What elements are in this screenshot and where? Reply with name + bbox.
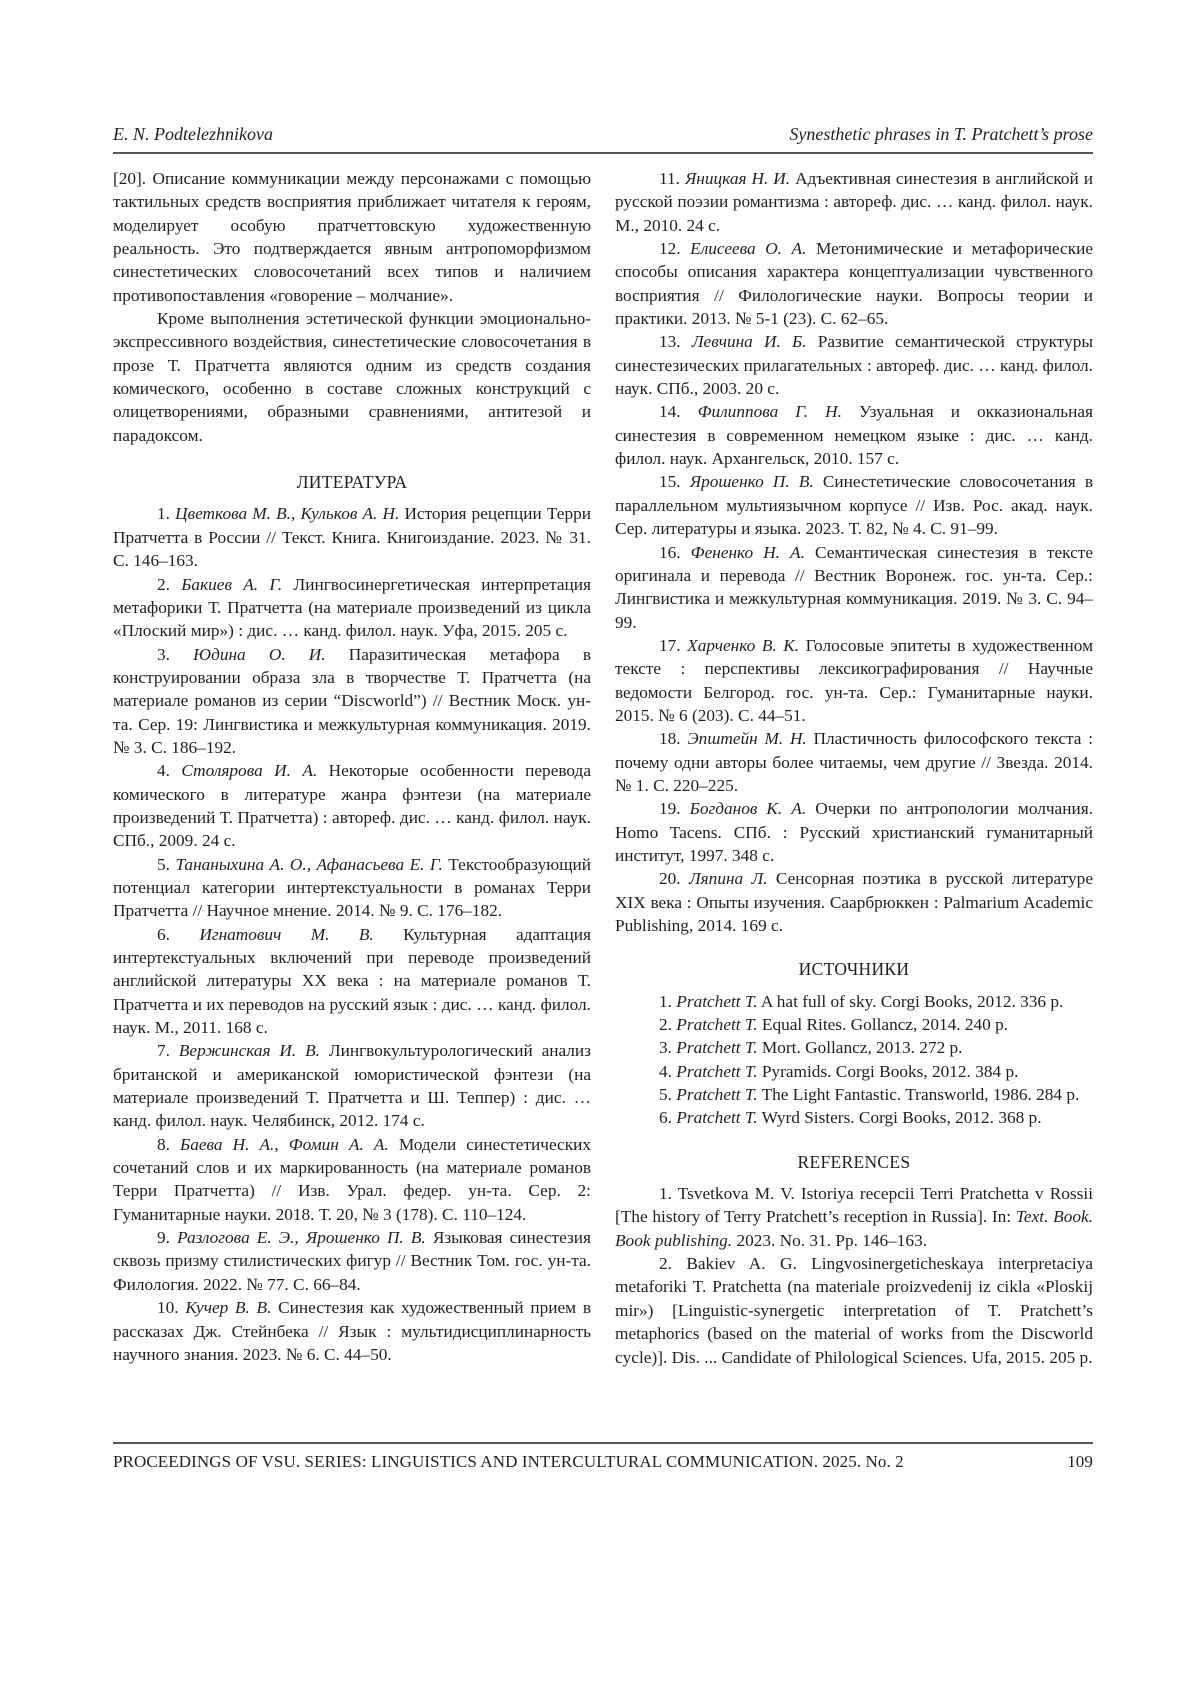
entry-author: Кучер В. В. [185,1298,271,1317]
reference-entry [615,237,1093,330]
entry-text: Модели синестетических сочетаний слов и их маркированность (на материале романов Терри Пратчетта) // Изв. Урал. федер. ун-та. Сер. 2: Гуманитарные науки. 2018. Т. 20, № 3 (178). С. 110–124. [113,1135,591,1224]
reference-entry [615,541,1093,634]
literature-heading: ЛИТЕРАТУРА [113,471,591,494]
entry-text: 4. [157,761,181,780]
entry-text: 2. Bakiev A. G. Lingvosinergeticheskaya interpretaciya metaforiki T. Pratchetta (na materiale proizvedenij iz cikla «Ploskij mir») [Linguistic-synergetic interpretation of T. Pratchett’s metaphorics (based on the material of works from the Discworld cycle)]. Dis. ... Candidate of Philological Sciences. Ufa, 2015. 205 p. [615,1254,1093,1366]
entry-author: Цветкова М. В., Кульков А. Н. [175,504,399,523]
entry-text: 1. [157,504,175,523]
entry-text: Очерки по антропологии молчания. Homo Tacens. СПб. : Русский христианский гуманитарный институт, 1997. 348 с. [615,799,1093,865]
entry-text: 2023. No. 31. Pp. 146–163. [732,1231,927,1250]
reference-entry [113,853,591,923]
entry-text: 9. [157,1228,177,1247]
entry-text: Синестетические словосочетания в параллельном мультиязычном корпусе // Изв. Рос. акад. наук. Сер. литературы и языка. 2023. Т. 82, № 4. С. 91–99. [615,472,1093,538]
header-rule [113,152,1093,154]
entry-text: The Light Fantastic. Transworld, 1986. 284 p. [758,1085,1080,1104]
entry-author: Pratchett T. [676,992,757,1011]
entry-author: Столярова И. А. [181,761,317,780]
reference-entry [615,1083,1093,1106]
entry-author: Pratchett T. [676,1038,757,1057]
reference-entry [615,1252,1093,1369]
entry-text: Метонимические и метафорические способы описания характера концептуализации чувственного восприятия // Филологические науки. Вопросы теории и практики. 2013. № 5-1 (23). С. 62–65. [615,239,1093,328]
reference-entry [615,330,1093,400]
entry-author: Pratchett T. [676,1015,757,1034]
entry-text: 2. [659,1015,676,1034]
reference-entry [615,167,1093,237]
reference-entry [113,1039,591,1132]
reference-entry [615,797,1093,867]
entry-text: Некоторые особенности перевода комического в литературе жанра фэнтези (на материале произведений Т. Пратчетта) : автореф. дис. … канд. филол. наук. СПб., 2009. 24 с. [113,761,591,850]
entry-author: Text. Book. Book publishing. [615,1207,1093,1249]
entry-author: Тананыхина А. О., Афанасьева Е. Г. [175,855,442,874]
reference-entry [113,502,591,572]
footer-rule [113,1442,1093,1444]
reference-entry [615,1060,1093,1083]
entry-text: Сенсорная поэтика в русской литературе XIX века : Опыты изучения. Саарбрюккен : Palmarium Academic Publishing, 2014. 169 с. [615,869,1093,935]
entry-text: Equal Rites. Gollancz, 2014. 240 p. [758,1015,1009,1034]
entry-text: 13. [659,332,692,351]
reference-entry [615,990,1093,1013]
entry-text: 19. [659,799,690,818]
entry-text: 10. [157,1298,185,1317]
entry-text: 1. Tsvetkova M. V. Istoriya recepcii Terri Pratchetta v Rossii [The history of Terry Pratchett’s reception in Russia]. In: [615,1184,1093,1226]
entry-text: 14. [659,402,698,421]
reference-entry [615,470,1093,540]
entry-text: 3. [659,1038,676,1057]
entry-text: 1. [659,992,676,1011]
body-paragraph: [20]. Описание коммуникации между персонажами с помощью тактильных средств восприятия приближает читателя к героям, моделирует особую пратчеттовскую художественную реальность. Это подтверждается явным антропоморфизмом синестетических словосочетаний всех типов и наличием противопоставления «говорение – молчание». [113,167,591,307]
running-header-author: E. N. Podtelezhnikova [113,124,273,145]
entry-author: Левчина И. Б. [692,332,807,351]
entry-text: Голосовые эпитеты в художественном тексте : перспективы лексикографирования // Научные ведомости Белгород. гос. ун-та. Сер.: Гуманитарные науки. 2015. № 6 (203). С. 44–51. [615,636,1093,725]
entry-author: Pratchett T. [676,1062,757,1081]
literature-list-continued [615,167,1093,937]
references-heading: REFERENCES [615,1151,1093,1174]
reference-entry [113,759,591,852]
entry-text: Пластичность философского текста : почему одни авторы более читаемы, чем другие // Звезда. 2014. № 1. С. 220–225. [615,729,1093,795]
entry-text: A hat full of sky. Corgi Books, 2012. 336 p. [758,992,1064,1011]
entry-text: Текстообразующий потенциал категории интертекстуальности в романах Терри Пратчетта // Научное мнение. 2014. № 9. С. 176–182. [113,855,591,921]
literature-list [113,502,591,1366]
entry-text: Узуальная и окказиональная синестезия в современном немецком языке : дис. … канд. филол. наук. Архангельск, 2010. 157 с. [615,402,1093,468]
entry-author: Баева Н. А., Фомин А. А. [180,1135,389,1154]
entry-author: Игнатович М. В. [199,925,373,944]
entry-text: 17. [659,636,687,655]
entry-text: 5. [157,855,175,874]
entry-text: Pyramids. Corgi Books, 2012. 384 p. [758,1062,1019,1081]
entry-author: Юдина О. И. [193,645,325,664]
entry-text: Языковая синестезия сквозь призму стилистических фигур // Вестник Том. гос. ун-та. Филология. 2022. № 77. С. 66–84. [113,1228,591,1294]
entry-author: Разлогова Е. Э., Ярошенко П. В. [177,1228,426,1247]
entry-author: Pratchett T. [676,1085,757,1104]
entry-author: Яницкая Н. И. [685,169,790,188]
entry-author: Харченко В. К. [687,636,799,655]
left-column [113,167,591,1366]
entry-author: Pratchett T. [676,1108,757,1127]
entry-text: 3. [157,645,193,664]
entry-text: 18. [659,729,687,748]
reference-entry [615,1106,1093,1129]
entry-text: 6. [659,1108,676,1127]
entry-author: Богданов К. А. [690,799,806,818]
entry-text: Паразитическая метафора в конструировании образа зла в творчестве Т. Пратчетта (на материале романов из серии “Discworld”) // Вестник Моск. ун-та. Сер. 19: Лингвистика и межкультурная коммуникация. 2019. № 3. С. 186–192. [113,645,591,757]
entry-author: Ляпина Л. [689,869,768,888]
entry-author: Эпштейн М. Н. [687,729,806,748]
entry-text: Адъективная синестезия в английской и русской поэзии романтизма : автореф. дис. … канд. филол. наук. М., 2010. 24 с. [615,169,1093,235]
entry-text: Развитие семантической структуры синестезических прилагательных : автореф. дис. … канд. филол. наук. СПб., 2003. 20 с. [615,332,1093,398]
entry-text: Wyrd Sisters. Corgi Books, 2012. 368 p. [758,1108,1042,1127]
entry-text: Культурная адаптация интертекстуальных включений при переводе произведений английской литературы XX века : на материале романов Т. Пратчетта и их переводов на русский язык : дис. … канд. филол. наук. М., 2011. 168 с. [113,925,591,1037]
reference-entry [615,400,1093,470]
reference-entry [615,1182,1093,1252]
running-header-title: Synesthetic phrases in T. Pratchett’s prose [789,124,1093,145]
entry-text: 5. [659,1085,676,1104]
reference-entry [113,1296,591,1366]
footer [113,1452,1093,1472]
reference-entry [615,1036,1093,1059]
entry-text: 2. [157,575,181,594]
reference-entry [113,1226,591,1296]
reference-entry [113,923,591,1040]
entry-author: Фененко Н. А. [691,543,805,562]
entry-text: Лингвокультурологический анализ британской и американской юмористической фэнтези (на материале произведений Т. Пратчетта и Ш. Теппер) : дис. … канд. филол. наук. Челябинск, 2012. 174 с. [113,1041,591,1130]
entry-text: 8. [157,1135,180,1154]
sources-list [615,990,1093,1130]
entry-text: 16. [659,543,691,562]
reference-entry [615,727,1093,797]
entry-text: Лингвосинергетическая интерпретация метафорики Т. Пратчетта (на материале произведений из цикла «Плоский мир») : дис. … канд. филол. наук. Уфа, 2015. 205 с. [113,575,591,641]
reference-entry [113,1133,591,1226]
entry-text: Mort. Gollancz, 2013. 272 p. [758,1038,963,1057]
entry-author: Филиппова Г. Н. [698,402,842,421]
entry-author: Бакиев А. Г. [181,575,282,594]
entry-text: История рецепции Терри Пратчетта в России // Текст. Книга. Книгоиздание. 2023. № 31. С. 146–163. [113,504,591,570]
footer-journal: PROCEEDINGS OF VSU. SERIES: LINGUISTICS AND INTERCULTURAL COMMUNICATION. 2025. No. 2 [113,1452,904,1472]
entry-author: Елисеева О. А. [690,239,806,258]
entry-text: 12. [659,239,690,258]
reference-entry [113,573,591,643]
right-column [615,167,1093,1369]
entry-text: Синестезия как художественный прием в рассказах Дж. Стейнбека // Язык : мультидисциплинарность научного знания. 2023. № 6. С. 44–50. [113,1298,591,1364]
reference-entry [615,1013,1093,1036]
entry-author: Ярошенко П. В. [690,472,814,491]
entry-text: Семантическая синестезия в тексте оригинала и перевода // Вестник Воронеж. гос. ун-та. Сер.: Лингвистика и межкультурная коммуникация. 2019. № 3. С. 94–99. [615,543,1093,632]
reference-entry [615,634,1093,727]
references-list [615,1182,1093,1369]
entry-text: 4. [659,1062,676,1081]
entry-text: 6. [157,925,199,944]
entry-text: 7. [157,1041,179,1060]
sources-heading: ИСТОЧНИКИ [615,958,1093,981]
entry-text: 20. [659,869,689,888]
reference-entry [615,867,1093,937]
page-number: 109 [1067,1452,1093,1472]
reference-entry [113,643,591,760]
entry-text: 15. [659,472,690,491]
entry-author: Вержинская И. В. [179,1041,320,1060]
entry-text: 11. [659,169,685,188]
body-paragraph: Кроме выполнения эстетической функции эмоционально-экспрессивного воздействия, синестетические словосочетания в прозе Т. Пратчетта являются одним из средств создания комического, особенно в составе сложных конструкций с олицетворениями, образными сравнениями, антитезой и парадоксом. [113,307,591,447]
